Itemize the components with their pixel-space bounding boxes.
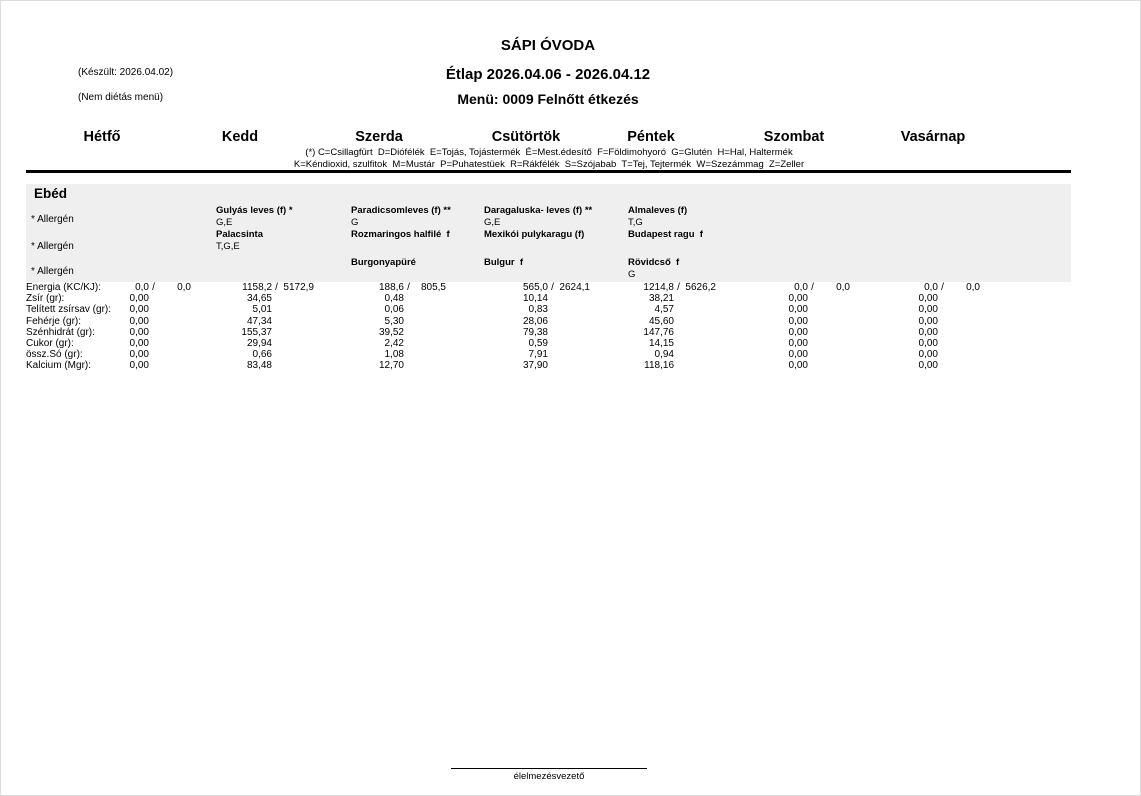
nutrition-value: 0,00 (788, 304, 808, 316)
allergen-row-label: * Allergén (31, 241, 74, 252)
nutrition-value-kj (683, 327, 716, 338)
nutrition-value-kj (158, 293, 191, 304)
nutrition-value: 0,00 (788, 326, 808, 338)
nutrition-value-cell (314, 316, 446, 327)
nutrition-row-label: Kalcium (Mgr): (26, 360, 92, 372)
allergen-row-label: * Allergén (31, 214, 74, 225)
value-separator (149, 360, 158, 371)
value-separator (149, 338, 158, 349)
nutrition-value: 0,59 (528, 337, 548, 349)
nutrition-value-cell (590, 327, 716, 338)
nutrition-row (26, 360, 980, 371)
course-allergen-codes: G,E (216, 217, 233, 228)
nutrition-value: 0,0 (924, 282, 938, 293)
nutrition-value-cell (590, 304, 716, 315)
nutrition-value: 38,21 (648, 293, 674, 305)
course-name: Rozmaringos halfilé f (351, 229, 450, 240)
course-name: Rövidcső f (628, 257, 680, 268)
value-separator (674, 360, 683, 371)
nutrition-value-kj (947, 338, 980, 349)
value-separator (404, 338, 413, 349)
nutrition-value-cell (716, 349, 850, 360)
value-separator (938, 360, 947, 371)
nutrition-value-cell (191, 360, 314, 371)
allergen-legend (26, 147, 1072, 170)
nutrition-value: 28,06 (522, 315, 548, 327)
nutrition-value-cell (314, 282, 446, 293)
nutrition-value-cell (590, 360, 716, 371)
nutrition-row (26, 338, 980, 349)
divider-rule (26, 170, 1071, 173)
nutrition-value: 4,57 (654, 304, 674, 316)
value-separator (548, 327, 557, 338)
value-separator (808, 293, 817, 304)
value-separator (674, 316, 683, 327)
nutrition-value-cell (850, 282, 980, 293)
nutrition-value-cell (590, 338, 716, 349)
value-separator (404, 316, 413, 327)
course-block (628, 257, 679, 281)
nutrition-value-cell (446, 349, 590, 360)
nutrition-value: 1,08 (384, 349, 404, 361)
nutrition-value-cell (314, 327, 446, 338)
course-block (351, 229, 450, 241)
value-separator (272, 293, 281, 304)
nutrition-value-kj (413, 304, 446, 315)
nutrition-value-cell (129, 304, 191, 315)
day-header: Vasárnap (900, 129, 966, 145)
value-separator (674, 338, 683, 349)
day-header: Hétfő (83, 129, 121, 145)
nutrition-value: 0,00 (918, 293, 938, 305)
nutrition-value-kj (158, 349, 191, 360)
nutrition-value: 0,00 (788, 349, 808, 361)
nutrition-value: 0,00 (129, 337, 149, 349)
nutrition-value: 155,37 (241, 326, 272, 338)
value-separator (404, 360, 413, 371)
nutrition-value: 47,34 (246, 315, 272, 327)
nutrition-value: 0,00 (129, 304, 149, 316)
nutrition-value-kj (281, 304, 314, 315)
value-separator (808, 338, 817, 349)
nutrition-value-kj (158, 360, 191, 371)
value-separator (938, 293, 947, 304)
nutrition-value-cell (850, 349, 980, 360)
nutrition-value-kj (557, 327, 590, 338)
nutrition-value: 37,90 (522, 360, 548, 372)
nutrition-value-kj (557, 360, 590, 371)
course-allergen-codes: G,E (484, 217, 501, 228)
nutrition-value-cell (850, 360, 980, 371)
nutrition-value-cell (446, 327, 590, 338)
course-block (351, 257, 416, 269)
day-header: Péntek (627, 129, 675, 145)
course-block (628, 229, 703, 241)
nutrition-row (26, 282, 980, 293)
nutrition-value-kj (158, 304, 191, 315)
nutrition-value: 10,14 (522, 293, 548, 305)
value-separator (404, 349, 413, 360)
date-range-title: Étlap 2026.04.06 - 2026.04.12 (445, 66, 651, 83)
nutrition-value-kj (947, 327, 980, 338)
nutrition-value-cell (314, 293, 446, 304)
course-name: Daragaluska- leves (f) ** (484, 205, 593, 216)
value-separator (404, 304, 413, 315)
nutrition-value: 0,48 (384, 293, 404, 305)
course-block (484, 205, 592, 229)
nutrition-row (26, 316, 980, 327)
nutrition-value-kj (947, 316, 980, 327)
nutrition-value-kj (817, 293, 850, 304)
nutrition-value-kj (817, 327, 850, 338)
lunch-section (26, 184, 1071, 282)
value-separator (272, 349, 281, 360)
nutrition-value-cell (446, 304, 590, 315)
nutrition-value-cell (590, 282, 716, 293)
nutrition-value-kj (557, 338, 590, 349)
value-separator (808, 349, 817, 360)
value-separator (149, 293, 158, 304)
value-separator (674, 304, 683, 315)
nutrition-value: 0,94 (654, 349, 674, 361)
nutrition-value-cell (716, 282, 850, 293)
nutrition-value-cell (129, 338, 191, 349)
nutrition-value-cell (590, 349, 716, 360)
nutrition-table (26, 282, 980, 372)
value-separator: / (941, 282, 944, 293)
nutrition-value: 0,00 (918, 304, 938, 316)
nutrition-value-kj: 0,0 (836, 282, 850, 293)
nutrition-value: 0,83 (528, 304, 548, 316)
nutrition-value-kj (413, 338, 446, 349)
nutrition-value: 0,00 (788, 293, 808, 305)
value-separator (808, 304, 817, 315)
course-name: Almaleves (f) (628, 205, 688, 216)
nutrition-value-kj (158, 327, 191, 338)
nutrition-row (26, 327, 980, 338)
nutrition-value-kj (557, 304, 590, 315)
nutrition-value-cell (129, 327, 191, 338)
nutrition-value: 0,00 (788, 337, 808, 349)
prepared-date: (Készült: 2026.04.02) (78, 67, 174, 78)
nutrition-value: 39,52 (378, 326, 404, 338)
nutrition-value-cell (129, 349, 191, 360)
nutrition-value-kj (683, 360, 716, 371)
nutrition-value-cell (850, 304, 980, 315)
nutrition-value-cell (850, 338, 980, 349)
nutrition-value-kj (947, 349, 980, 360)
nutrition-value: 0,00 (129, 360, 149, 372)
nutrition-value: 118,16 (644, 360, 674, 372)
nutrition-value-cell (129, 293, 191, 304)
nutrition-value: 0,00 (918, 315, 938, 327)
nutrition-value-cell (191, 293, 314, 304)
nutrition-value-cell (191, 349, 314, 360)
nutrition-value-kj (817, 338, 850, 349)
day-header: Kedd (221, 129, 259, 145)
course-allergen-codes: T,G,E (216, 241, 240, 252)
value-separator (272, 338, 281, 349)
nutrition-value-kj (947, 304, 980, 315)
course-block (484, 257, 523, 269)
day-header: Szerda (355, 129, 403, 145)
nutrition-value-cell (850, 293, 980, 304)
value-separator (149, 327, 158, 338)
value-separator (149, 316, 158, 327)
page-title: SÁPI ÓVODA (500, 37, 596, 54)
nutrition-value-kj (683, 304, 716, 315)
nutrition-value-cell (716, 360, 850, 371)
nutrition-value-cell (850, 316, 980, 327)
course-block (628, 205, 687, 229)
signature-block (451, 768, 647, 782)
value-separator: / (152, 282, 155, 293)
value-separator: / (407, 282, 410, 293)
value-separator (149, 349, 158, 360)
nutrition-value-cell (191, 282, 314, 293)
value-separator (548, 316, 557, 327)
nutrition-value-cell (446, 282, 590, 293)
nutrition-value-kj: 5172,9 (283, 282, 314, 293)
nutrition-value: 188,6 (378, 282, 404, 293)
nutrition-value: 0,66 (252, 349, 272, 361)
nutrition-value-kj (281, 338, 314, 349)
nutrition-value: 1214,8 (643, 282, 674, 293)
value-separator: / (551, 282, 554, 293)
diet-note: (Nem diétás menü) (78, 92, 164, 103)
nutrition-value: 5,01 (252, 304, 272, 316)
course-allergen-codes: G (351, 217, 359, 228)
value-separator (548, 293, 557, 304)
nutrition-row-label: össz.Só (gr): (26, 349, 83, 361)
nutrition-value-cell (314, 338, 446, 349)
nutrition-value-kj (683, 349, 716, 360)
course-block (351, 205, 451, 229)
value-separator (149, 304, 158, 315)
value-separator (548, 338, 557, 349)
nutrition-value: 7,91 (528, 349, 548, 361)
value-separator (548, 360, 557, 371)
nutrition-value: 565,0 (522, 282, 548, 293)
nutrition-value-kj: 0,0 (177, 282, 191, 293)
nutrition-value-kj: 2624,1 (559, 282, 590, 293)
nutrition-value: 0,0 (794, 282, 808, 293)
value-separator (272, 316, 281, 327)
value-separator (808, 327, 817, 338)
nutrition-value-cell (716, 316, 850, 327)
nutrition-value-cell (446, 316, 590, 327)
nutrition-value-kj (281, 360, 314, 371)
nutrition-value: 0,00 (918, 337, 938, 349)
nutrition-row (26, 293, 980, 304)
course-name: Palacsinta (216, 229, 263, 240)
nutrition-value: 0,00 (918, 326, 938, 338)
allergen-legend-line2: K=Kéndioxid, szulfitok M=Mustár P=Puhatestüek R=Rákfélék S=Szójabab T=Tej, Tejtermék W=Szezámmag Z=Zeller (293, 158, 805, 170)
course-name: Bulgur f (484, 257, 524, 268)
value-separator (938, 349, 947, 360)
nutrition-value-kj (557, 316, 590, 327)
signature-label: élelmezésvezető (513, 771, 585, 782)
nutrition-value-cell (314, 304, 446, 315)
nutrition-value-cell (191, 316, 314, 327)
course-block (216, 229, 263, 253)
course-name: Burgonyapüré (351, 257, 416, 268)
nutrition-value: 45,60 (648, 315, 674, 327)
value-separator (548, 304, 557, 315)
nutrition-row (26, 349, 980, 360)
nutrition-value: 12,70 (378, 360, 404, 372)
nutrition-value-kj (683, 293, 716, 304)
nutrition-value-kj (158, 338, 191, 349)
value-separator (674, 327, 683, 338)
nutrition-value: 79,38 (522, 326, 548, 338)
nutrition-value-kj (947, 293, 980, 304)
value-separator: / (275, 282, 278, 293)
nutrition-value-cell (446, 338, 590, 349)
value-separator (272, 327, 281, 338)
nutrition-value-kj: 805,5 (420, 282, 446, 293)
course-name: Budapest ragu f (628, 229, 703, 240)
nutrition-value: 0,00 (918, 349, 938, 361)
nutrition-value-kj (683, 338, 716, 349)
nutrition-value-kj (413, 360, 446, 371)
value-separator (272, 304, 281, 315)
nutrition-value: 0,00 (788, 315, 808, 327)
course-allergen-codes: T,G (628, 217, 643, 228)
nutrition-value-cell (716, 327, 850, 338)
nutrition-value-kj (557, 349, 590, 360)
nutrition-value: 0,00 (129, 293, 149, 305)
course-block (484, 229, 584, 241)
value-separator (938, 338, 947, 349)
nutrition-value-cell (716, 293, 850, 304)
nutrition-value: 83,48 (246, 360, 272, 372)
value-separator (674, 293, 683, 304)
nutrition-value-kj (817, 304, 850, 315)
nutrition-value-kj: 5626,2 (685, 282, 716, 293)
nutrition-value-kj (413, 349, 446, 360)
nutrition-value-kj (158, 316, 191, 327)
nutrition-row-label: Cukor (gr): (26, 337, 74, 349)
allergen-legend-line1: (*) C=Csillagfürt D=Diófélék E=Tojás, Tojástermék É=Mest.édesítő F=Földimohyoró G=Glutén H=Hal, Haltermék (305, 147, 793, 158)
menu-id-title: Menü: 0009 Felnőtt étkezés (457, 91, 639, 107)
meal-section-title: Ebéd (34, 186, 68, 201)
value-separator (548, 349, 557, 360)
nutrition-row (26, 304, 980, 315)
value-separator (272, 360, 281, 371)
day-header: Csütörtök (491, 129, 561, 145)
course-allergen-codes: G (628, 269, 636, 280)
day-header: Szombat (763, 129, 825, 145)
nutrition-value: 29,94 (246, 337, 272, 349)
course-name: Gulyás leves (f) * (216, 205, 293, 216)
nutrition-value-kj (413, 327, 446, 338)
nutrition-value: 2,42 (384, 337, 404, 349)
nutrition-value: 0,00 (918, 360, 938, 372)
nutrition-value-cell (716, 338, 850, 349)
nutrition-value-cell (129, 360, 191, 371)
value-separator (938, 327, 947, 338)
allergen-row-label: * Allergén (31, 266, 74, 277)
nutrition-value-cell (129, 282, 191, 293)
value-separator (404, 327, 413, 338)
nutrition-value-cell (446, 293, 590, 304)
nutrition-row-label: Fehérje (gr): (26, 315, 82, 327)
nutrition-value: 1158,2 (242, 282, 272, 293)
nutrition-row-label: Szénhidrát (gr): (26, 326, 95, 338)
value-separator: / (677, 282, 680, 293)
nutrition-value: 0,00 (129, 326, 149, 338)
nutrition-value-kj (947, 360, 980, 371)
nutrition-value-kj (817, 360, 850, 371)
nutrition-value-cell (129, 316, 191, 327)
course-block (216, 205, 293, 229)
nutrition-value-kj: 0,0 (966, 282, 980, 293)
nutrition-value-kj (281, 349, 314, 360)
nutrition-value-cell (590, 316, 716, 327)
nutrition-value: 147,76 (643, 326, 674, 338)
value-separator (808, 360, 817, 371)
nutrition-value-cell (446, 360, 590, 371)
course-name: Paradicsomleves (f) ** (351, 205, 451, 216)
nutrition-value: 0,00 (129, 349, 149, 361)
nutrition-value: 0,00 (129, 315, 149, 327)
nutrition-value: 34,65 (246, 293, 272, 305)
nutrition-value: 0,00 (788, 360, 808, 372)
value-separator: / (811, 282, 814, 293)
nutrition-value-kj (281, 327, 314, 338)
nutrition-value-cell (716, 304, 850, 315)
nutrition-value-cell (314, 360, 446, 371)
nutrition-value-kj (683, 316, 716, 327)
nutrition-value: 5,30 (384, 315, 404, 327)
nutrition-value-kj (281, 316, 314, 327)
nutrition-value-kj (281, 293, 314, 304)
value-separator (938, 316, 947, 327)
nutrition-value: 14,15 (648, 337, 674, 349)
nutrition-value-kj (413, 316, 446, 327)
nutrition-value-cell (191, 338, 314, 349)
nutrition-value-cell (191, 327, 314, 338)
nutrition-value-cell (191, 304, 314, 315)
nutrition-value: 0,0 (135, 282, 149, 293)
nutrition-value-kj (413, 293, 446, 304)
value-separator (938, 304, 947, 315)
nutrition-row-label: Zsír (gr): (26, 293, 65, 305)
nutrition-value: 0,06 (384, 304, 404, 316)
nutrition-value-kj (817, 349, 850, 360)
nutrition-value-cell (850, 327, 980, 338)
course-name: Mexikói pulykaragu (f) (484, 229, 585, 240)
nutrition-value-cell (590, 293, 716, 304)
nutrition-value-cell (314, 349, 446, 360)
value-separator (404, 293, 413, 304)
value-separator (808, 316, 817, 327)
nutrition-row-label: Energia (KC/KJ): (26, 282, 102, 293)
value-separator (674, 349, 683, 360)
nutrition-value-kj (817, 316, 850, 327)
nutrition-row-label: Telített zsírsav (gr): (26, 304, 112, 316)
nutrition-value-kj (557, 293, 590, 304)
